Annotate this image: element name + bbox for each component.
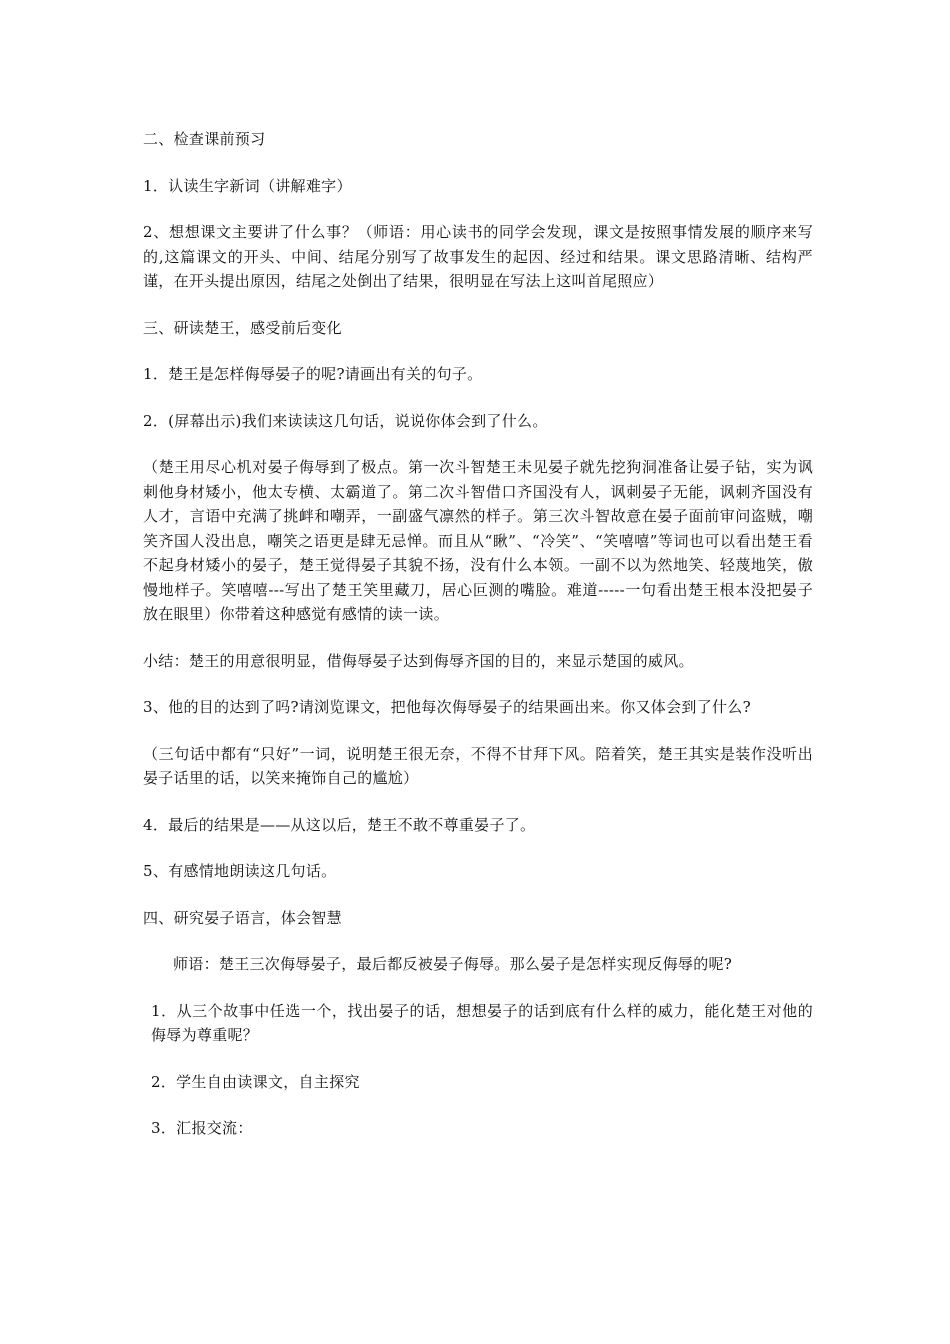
section-heading-chuwang: 三、研读楚王，感受前后变化 (143, 318, 342, 337)
paragraph-item: 2、想想课文主要讲了什么事？（师语：用心读书的同学会发现，课文是按照事情发展的顺序来写的,这篇课文的开头、中间、结尾分别写了故事发生的起因、经过和结果。课文思路清晰、结构严谨，在开头提出原因，结尾之处倒出了结果，很明显在写法上这叫首尾照应） (143, 223, 813, 290)
section-heading-yanzi: 四、研究晏子语言，体会智慧 (143, 908, 342, 927)
paragraph-item: 1．从三个故事中任选一个，找出晏子的话，想想晏子的话到底有什么样的威力，能化楚王对他的侮辱为尊重呢？ (151, 1001, 813, 1044)
section-heading-review: 二、检查课前预习 (143, 130, 266, 148)
paragraph-item: 1．认读生字新词（讲解难字） (143, 176, 352, 195)
paragraph-item: 2．(屏幕出示)我们来读读这几句话，说说你体会到了什么。 (143, 411, 548, 430)
paragraph-item: 5、有感情地朗读这几句话。 (143, 862, 337, 880)
paragraph-item: 3、他的目的达到了吗?请浏览课文，把他每次侮辱晏子的结果画出来。你又体会到了什么? (143, 698, 751, 716)
paragraph-explanation: （三句话中都有“只好”一词，说明楚王很无奈，不得不甘拜下风。陪着笑，楚王其实是装作没听出晏子话里的话，以笑来掩饰自己的尴尬） (143, 744, 813, 787)
paragraph-item: 4．最后的结果是——从这以后，楚王不敢不尊重晏子了。 (143, 815, 536, 834)
paragraph-item: 3．汇报交流： (151, 1119, 253, 1137)
paragraph-summary: 小结：楚王的用意很明显，借侮辱晏子达到侮辱齐国的目的，来显示楚国的威风。 (143, 651, 694, 670)
paragraph-teacher-words: 师语：楚王三次侮辱晏子，最后都反被晏子侮辱。那么晏子是怎样实现反侮辱的呢? (173, 955, 733, 973)
document-body (143, 127, 813, 1163)
paragraph-explanation: （楚王用尽心机对晏子侮辱到了极点。第一次斗智楚王未见晏子就先挖狗洞准备让晏子钻，实为讽刺他身材矮小，他太专横、太霸道了。第二次斗智借口齐国没有人，讽刺晏子无能，讽刺齐国没有人才，言语中充满了挑衅和嘲弄，一副盛气凛然的样子。第三次斗智故意在晏子面前审问盗贼，嘲笑齐国人没出息，嘲笑之语更是肆无忌惮。而且从“瞅”、“冷笑”、“笑嘻嘻”等词也可以看出楚王看不起身材矮小的晏子，楚王觉得晏子其貌不扬，没有什么本领。一副不以为然地笑、轻蔑地笑，傲慢地样子。笑嘻嘻---写出了楚王笑里藏刀，居心叵测的嘴脸。难道-----一句看出楚王根本没把晏子放在眼里）你带着这种感觉有感情的读一读。 (143, 458, 813, 623)
paragraph-item: 2．学生自由读课文，自主探究 (151, 1072, 360, 1091)
paragraph-item: 1．楚王是怎样侮辱晏子的呢?请画出有关的句子。 (143, 365, 483, 383)
